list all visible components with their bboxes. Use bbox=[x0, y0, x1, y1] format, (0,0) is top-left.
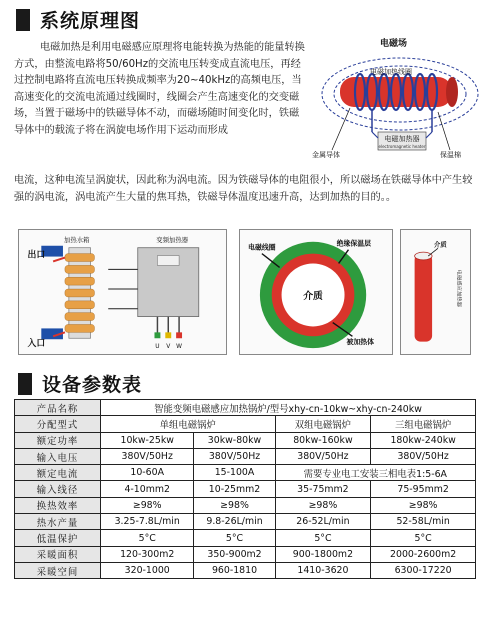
medium-label: 介质 bbox=[303, 290, 323, 302]
insulation-label: 绝缘保温层 bbox=[336, 239, 372, 248]
table-cell: 120-300m2 bbox=[101, 546, 194, 562]
row-label: 分配型式 bbox=[15, 416, 101, 432]
section-title-params-text: 设备参数表 bbox=[42, 374, 143, 396]
table-row bbox=[15, 432, 476, 448]
table-cell: 三组电磁锅炉 bbox=[371, 416, 476, 432]
table-cell: 380V/50Hz bbox=[101, 448, 194, 464]
heading-bar-icon bbox=[16, 9, 30, 31]
table-row bbox=[15, 514, 476, 530]
table-cell: 6300-17220 bbox=[371, 562, 476, 578]
table-cell: 960-1810 bbox=[194, 562, 275, 578]
row-label: 产品名称 bbox=[15, 400, 101, 416]
intro-paragraph-top: 电磁加热是利用电磁感应原理将电能转换为热能的能量转换方式，由整流电路将50/60Hz的交流电压转变成直流电压，再经过控制电路将直流电压转换成频率为20~40kHz的高频电压，当高速变化的交流电流通过线圈时，线圈会产生高速变化的交变磁场，当置于磁场中的铁磁导体不动，而磁场随时间变化时，铁磁导体中的载流子将在涡旋电场作用下运动而形成 bbox=[14, 42, 305, 136]
table-cell: 4-10mm2 bbox=[101, 481, 194, 497]
heater-sub-label: electromagnetic heater bbox=[378, 144, 426, 149]
section-title-principle bbox=[16, 6, 140, 33]
table-row bbox=[15, 416, 476, 432]
table-cell: 900-1800m2 bbox=[275, 546, 371, 562]
table-cell: 75-95mm2 bbox=[371, 481, 476, 497]
inverter-label: 变频加热器 bbox=[156, 235, 189, 244]
table-cell: ≥98% bbox=[101, 497, 194, 513]
intro-paragraph-bottom: 电流，这种电流呈涡旋状，因此称为涡电流。因为铁磁导体的电阻很小，所以磁场在铁磁导体中产生较强的涡电流，涡电流产生大量的焦耳热，铁磁导体温度迅速升高，达到加热的目的。。 bbox=[14, 175, 473, 203]
table-cell: 单组电磁锅炉 bbox=[101, 416, 276, 432]
heading-bar-icon bbox=[18, 373, 32, 395]
row-label: 输入电压 bbox=[15, 448, 101, 464]
table-cell: 2000-2600m2 bbox=[371, 546, 476, 562]
table-row bbox=[15, 562, 476, 578]
table-row bbox=[15, 481, 476, 497]
table-cell: 380V/50Hz bbox=[194, 448, 275, 464]
table-row bbox=[15, 530, 476, 546]
table-cell: 380V/50Hz bbox=[371, 448, 476, 464]
table-cell: ≥98% bbox=[371, 497, 476, 513]
table-cell: 15-100A bbox=[194, 465, 275, 481]
table-cell: ≥98% bbox=[194, 497, 275, 513]
section-title-params bbox=[18, 370, 142, 397]
connection-wires bbox=[108, 269, 138, 308]
table-row bbox=[15, 497, 476, 513]
row-label: 采暖空间 bbox=[15, 562, 101, 578]
conductor-label: 金属导体 bbox=[312, 151, 340, 159]
table-row bbox=[15, 546, 476, 562]
table-cell: 30kw-80kw bbox=[194, 432, 275, 448]
insulation-label: 保温棉 bbox=[440, 151, 461, 159]
spec-table-body bbox=[15, 400, 476, 579]
tube-medium-label: 介质 bbox=[434, 241, 447, 249]
table-cell: 5°C bbox=[275, 530, 371, 546]
table-cell: 180kw-240kw bbox=[371, 432, 476, 448]
field-label: 电磁场 bbox=[380, 39, 408, 49]
row-label: 额定功率 bbox=[15, 432, 101, 448]
table-row bbox=[15, 400, 476, 416]
spec-table bbox=[14, 399, 476, 579]
table-cell: 需要专业电工安装三相电表1:5-6A bbox=[275, 465, 475, 481]
outlet-label: 出口 bbox=[27, 250, 46, 261]
table-cell: 智能变频电磁感应加热锅炉/型号xhy-cn-10kw~xhy-cn-240kw bbox=[101, 400, 476, 416]
table-cell: 双组电磁锅炉 bbox=[275, 416, 371, 432]
table-row bbox=[15, 448, 476, 464]
boiler-installation-image bbox=[18, 229, 227, 355]
tube-side-label: 电磁感应加热器 bbox=[455, 269, 462, 307]
row-label: 输入线径 bbox=[15, 481, 101, 497]
coil-label: 电磁加热线圈 bbox=[370, 68, 412, 76]
table-cell: 5°C bbox=[194, 530, 275, 546]
heater-tube bbox=[415, 254, 432, 341]
tank-coils bbox=[65, 254, 95, 333]
table-cell: 5°C bbox=[371, 530, 476, 546]
table-cell: 3.25-7.8L/min bbox=[101, 514, 194, 530]
table-cell: 9.8-26L/min bbox=[194, 514, 275, 530]
phase-u-label: U bbox=[155, 344, 160, 351]
table-cell: 80kw-160kw bbox=[275, 432, 371, 448]
table-cell: 5°C bbox=[101, 530, 194, 546]
table-cell: 1410-3620 bbox=[275, 562, 371, 578]
heated-body-label: 被加热体 bbox=[346, 338, 375, 347]
ring-cross-section-image bbox=[239, 229, 393, 355]
tube-heater-image bbox=[400, 229, 471, 355]
table-cell: 35-75mm2 bbox=[275, 481, 371, 497]
outlet-arrow bbox=[53, 258, 65, 262]
heater-label: 电磁加热器 bbox=[384, 135, 420, 143]
row-label: 热水产量 bbox=[15, 514, 101, 530]
table-cell: 10-60A bbox=[101, 465, 194, 481]
water-tank-label: 加热水箱 bbox=[63, 235, 90, 244]
table-cell: 350-900m2 bbox=[194, 546, 275, 562]
coil-label: 电磁线圈 bbox=[248, 243, 276, 252]
table-cell: 26-52L/min bbox=[275, 514, 371, 530]
table-cell: 320-1000 bbox=[101, 562, 194, 578]
table-cell: 52-58L/min bbox=[371, 514, 476, 530]
inlet-label: 入口 bbox=[27, 339, 46, 350]
table-cell: 10-25mm2 bbox=[194, 481, 275, 497]
table-cell: 10kw-25kw bbox=[101, 432, 194, 448]
coil-principle-diagram bbox=[310, 32, 480, 167]
section-title-principle-text: 系统原理图 bbox=[40, 10, 141, 32]
table-cell: 380V/50Hz bbox=[275, 448, 371, 464]
phase-w-label: W bbox=[176, 344, 183, 351]
table-cell: ≥98% bbox=[275, 497, 371, 513]
row-label: 换热效率 bbox=[15, 497, 101, 513]
table-row bbox=[15, 465, 476, 481]
row-label: 额定电流 bbox=[15, 465, 101, 481]
row-label: 低温保护 bbox=[15, 530, 101, 546]
phase-v-label: V bbox=[166, 344, 171, 351]
row-label: 采暖面积 bbox=[15, 546, 101, 562]
